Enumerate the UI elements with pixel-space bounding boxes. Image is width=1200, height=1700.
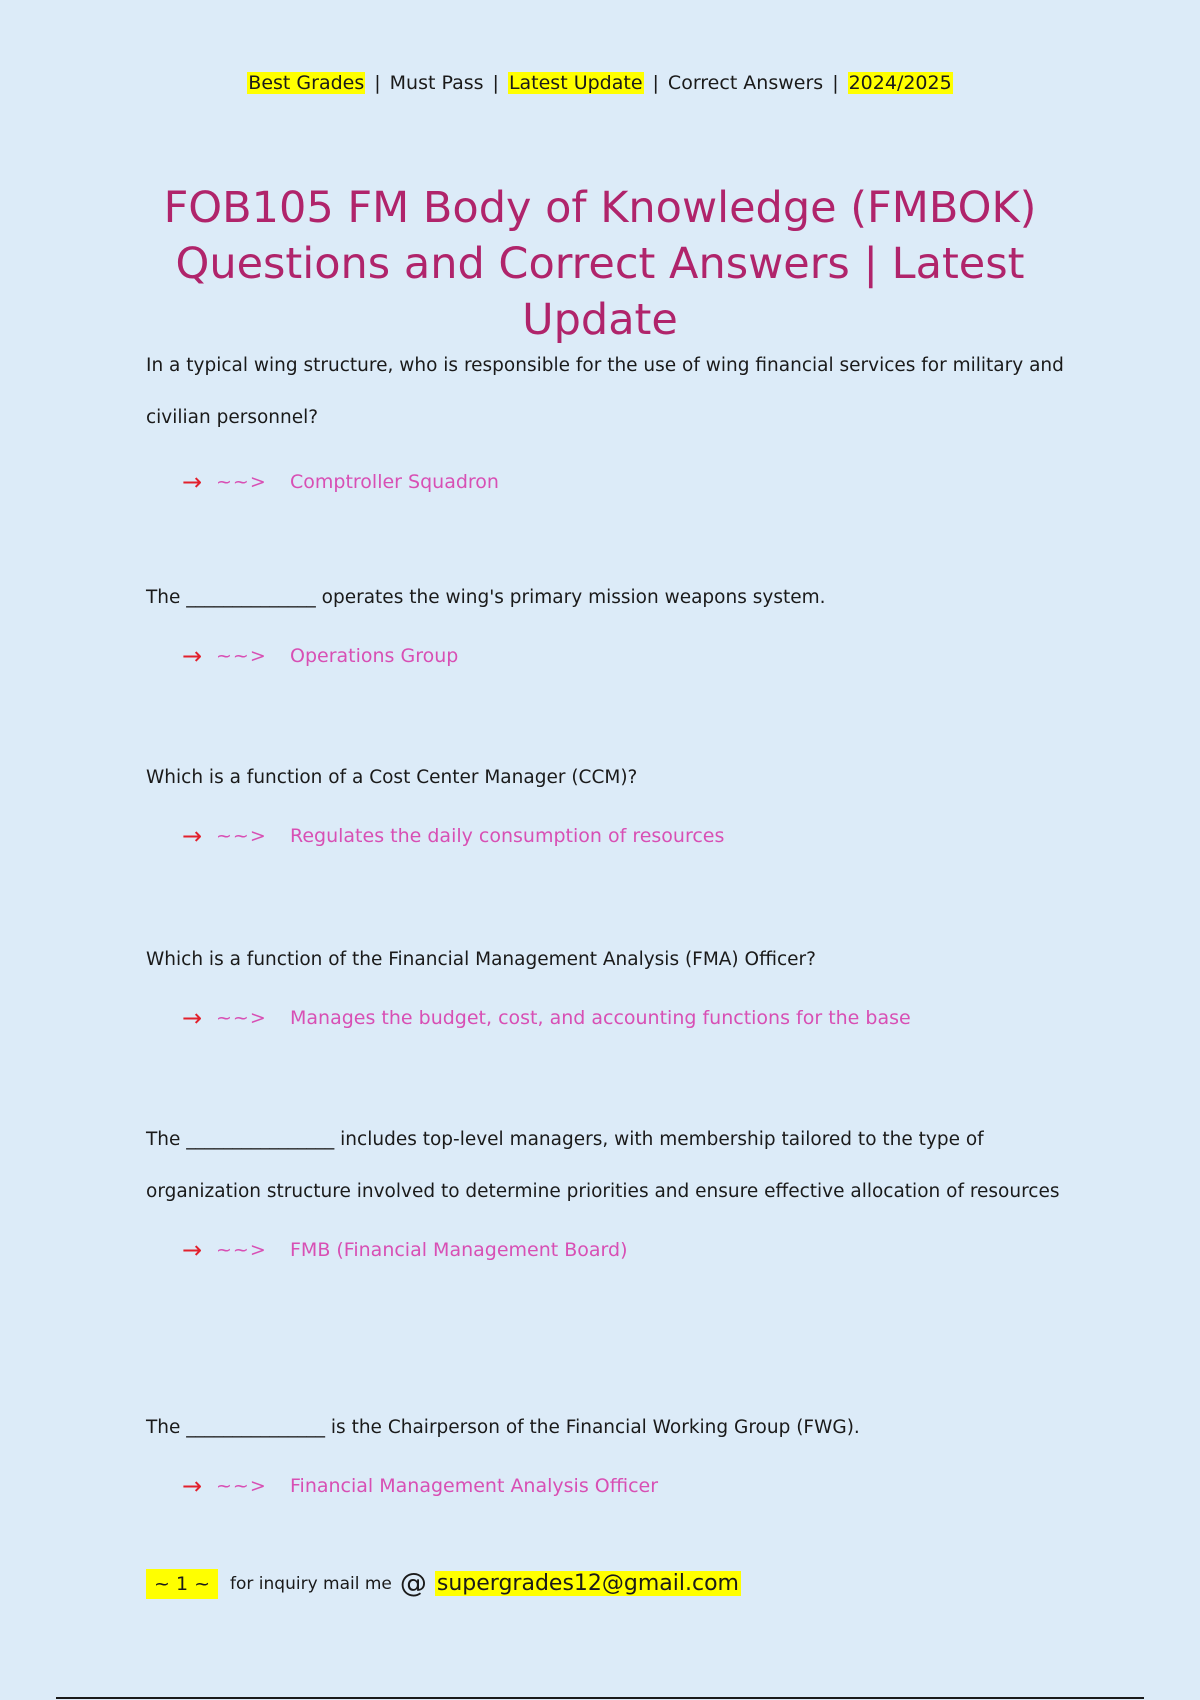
arrow-icon: →	[182, 1472, 203, 1500]
tilde-marker: ~~>	[216, 1475, 267, 1497]
contact-email: supergrades12@gmail.com	[436, 1571, 739, 1596]
tilde-marker: ~~>	[216, 1239, 267, 1261]
answer-text: FMB (Financial Management Board)	[290, 1239, 628, 1261]
question-text: The ________________ includes top-level managers, with membership tailored to the type of organization structure involved to determine priorities and ensure effective allocation of resources	[146, 1129, 1060, 1202]
tilde-marker: ~~>	[216, 645, 267, 667]
tag-correct-answers: Correct Answers	[667, 72, 824, 94]
qa-item	[146, 572, 1076, 674]
header-tagline	[0, 68, 1200, 98]
arrow-icon: →	[182, 1004, 203, 1032]
page-number: ~ 1 ~	[146, 1569, 218, 1599]
qa-item	[146, 934, 1076, 1036]
question-text: In a typical wing structure, who is responsible for the use of wing financial services for military and civilian personnel?	[146, 355, 1064, 428]
tag-separator: |	[492, 72, 499, 94]
inquiry-text: for inquiry mail me	[230, 1573, 392, 1594]
tilde-marker: ~~>	[216, 471, 267, 493]
tag-best-grades: Best Grades	[248, 72, 365, 94]
arrow-icon: →	[182, 822, 203, 850]
tag-year: 2024/2025	[848, 72, 952, 94]
answer-text: Financial Management Analysis Officer	[290, 1475, 659, 1497]
arrow-icon: →	[182, 1236, 203, 1264]
answer-line	[146, 818, 1076, 854]
page-footer	[146, 1568, 741, 1599]
qa-item	[146, 1114, 1076, 1268]
question-text: The ______________ operates the wing's primary mission weapons system.	[146, 587, 826, 608]
at-icon: @	[399, 1568, 427, 1599]
qa-item	[146, 752, 1076, 854]
answer-text: Comptroller Squadron	[290, 471, 499, 493]
tilde-marker: ~~>	[216, 1007, 267, 1029]
tag-separator: |	[832, 72, 839, 94]
answer-line	[146, 464, 1076, 500]
answer-text: Manages the budget, cost, and accounting functions for the base	[290, 1007, 911, 1029]
tag-separator: |	[652, 72, 659, 94]
qa-item	[146, 340, 1076, 500]
answer-line	[146, 638, 1076, 674]
answer-line	[146, 1468, 1076, 1504]
answer-line	[146, 1000, 1076, 1036]
document-title: FOB105 FM Body of Knowledge (FMBOK) Questions and Correct Answers | Latest Update	[163, 183, 1037, 345]
tag-must-pass: Must Pass	[389, 72, 484, 94]
tag-latest-update: Latest Update	[508, 72, 643, 94]
question-text: The _______________ is the Chairperson of the Financial Working Group (FWG).	[146, 1417, 860, 1438]
question-text: Which is a function of the Financial Management Analysis (FMA) Officer?	[146, 949, 816, 970]
arrow-icon: →	[182, 468, 203, 496]
answer-line	[146, 1232, 1076, 1268]
answer-text: Operations Group	[290, 645, 459, 667]
answer-text: Regulates the daily consumption of resources	[290, 825, 725, 847]
question-text: Which is a function of a Cost Center Manager (CCM)?	[146, 767, 638, 788]
bottom-divider	[56, 1697, 1144, 1699]
tag-separator: |	[374, 72, 381, 94]
tilde-marker: ~~>	[216, 825, 267, 847]
arrow-icon: →	[182, 642, 203, 670]
qa-item	[146, 1402, 1076, 1504]
